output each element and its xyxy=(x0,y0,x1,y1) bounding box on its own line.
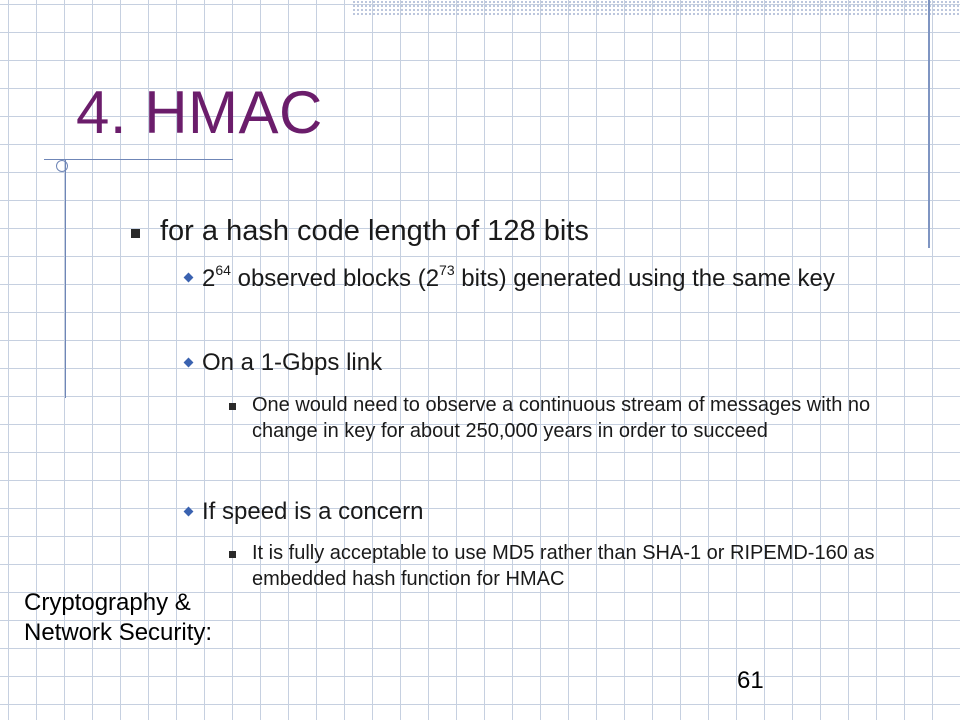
observed-blocks-text: observed blocks (2 xyxy=(230,265,440,292)
bullet-observed-blocks xyxy=(202,264,922,294)
square-bullet-icon xyxy=(229,551,236,558)
sub-bullet-observe-stream: One would need to observe a continuous stream of messages with no change in key for about 250,000 years in order to succeed xyxy=(252,394,871,442)
generated-text: bits) generated using the same key xyxy=(454,265,835,292)
bullet-level1: for a hash code length of 128 bits xyxy=(160,215,589,247)
footer-course-title: Cryptography & Network Security: xyxy=(24,589,213,646)
page-number: 61 xyxy=(737,667,764,694)
left-accent-line xyxy=(65,160,66,398)
bullet-speed-concern: If speed is a concern xyxy=(202,498,424,525)
diamond-bullet-icon xyxy=(184,507,194,517)
diamond-bullet-icon xyxy=(184,273,194,283)
exponent-73: 73 xyxy=(439,262,455,278)
title-underline xyxy=(58,159,233,160)
base-two: 2 xyxy=(202,265,216,292)
title-underline-stub xyxy=(44,159,58,160)
square-bullet-icon xyxy=(229,403,236,410)
bullet-gbps-link: On a 1-Gbps link xyxy=(202,349,383,376)
square-bullet-icon xyxy=(131,229,140,238)
diamond-bullet-icon xyxy=(184,358,194,368)
exponent-64: 64 xyxy=(215,262,231,278)
right-accent-line xyxy=(928,0,930,248)
slide-title: 4. HMAC xyxy=(76,79,323,146)
circle-ornament xyxy=(56,160,68,172)
sub-bullet-md5: It is fully acceptable to use MD5 rather than SHA-1 or RIPEMD-160 as embedded hash function for HMAC xyxy=(252,542,875,590)
corner-dot-pattern xyxy=(352,0,960,16)
